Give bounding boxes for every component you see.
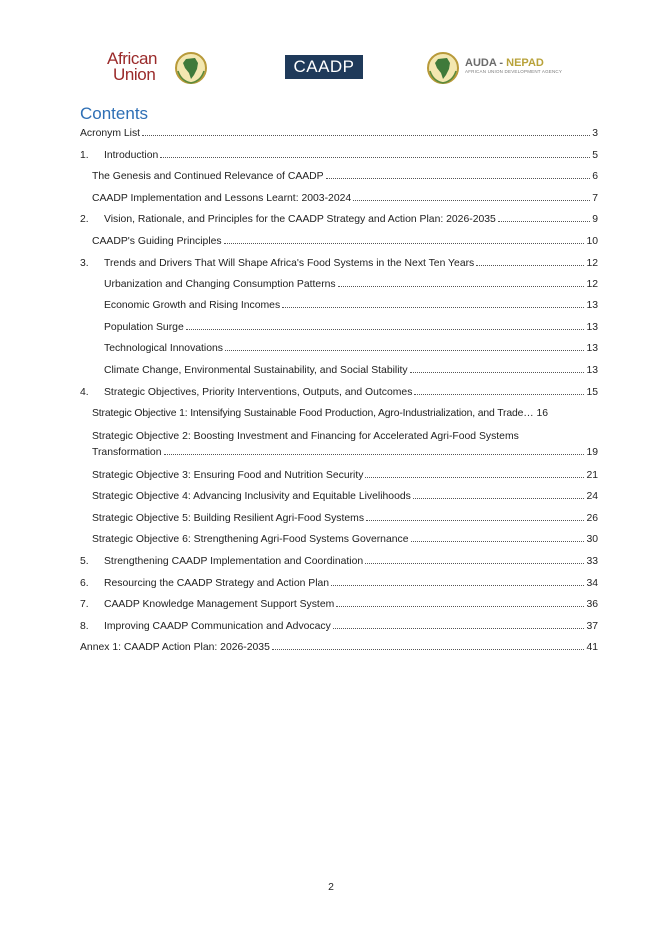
auda-text: AUDA - — [465, 57, 507, 69]
toc-entry-trends-drivers[interactable] — [80, 257, 598, 271]
toc-entry-title: Strategic Objective 5: Building Resilient Agri-Food Systems — [92, 513, 365, 524]
toc-entry-title: Urbanization and Changing Consumption Patterns — [104, 279, 336, 290]
toc-leader — [224, 243, 585, 244]
nepad-text: NEPAD — [506, 57, 544, 69]
toc-entry-objective-2[interactable] — [80, 430, 598, 460]
auda-subtitle: AFRICAN UNION DEVELOPMENT AGENCY — [465, 69, 563, 74]
toc-leader — [333, 628, 585, 629]
toc-entry-objective-6[interactable] — [80, 533, 598, 547]
toc-leader — [498, 221, 590, 222]
toc-leader — [338, 286, 585, 287]
toc-entry-annex-1[interactable] — [80, 641, 598, 655]
toc-leader — [272, 649, 585, 650]
toc-entry-title: Improving CAADP Communication and Advocacy — [104, 621, 331, 632]
toc-entry-title: CAADP's Guiding Principles — [92, 236, 222, 247]
toc-entry-implementation-lessons[interactable] — [80, 192, 598, 206]
toc-entry-economic-growth[interactable] — [80, 299, 598, 313]
toc-entry-page: 13 — [586, 365, 598, 376]
toc-leader — [414, 394, 584, 395]
toc-entry-page: 6 — [592, 171, 598, 182]
toc-entry-page: 36 — [586, 599, 598, 610]
toc-entry-number: 6. — [80, 578, 89, 589]
toc-entry-page: 12 — [586, 258, 598, 269]
toc-entry-knowledge-management[interactable] — [80, 598, 598, 612]
toc-entry-page: 41 — [586, 642, 598, 653]
toc-entry-page: 3 — [592, 128, 598, 139]
toc-entry-strategic-objectives[interactable] — [80, 386, 598, 400]
toc-entry-title: CAADP Implementation and Lessons Learnt: 2003-2024 — [92, 193, 352, 204]
toc-leader — [331, 585, 584, 586]
toc-entry-page: 34 — [586, 578, 598, 589]
contents-heading: Contents — [80, 104, 149, 123]
toc-entry-title: Population Surge — [104, 322, 184, 333]
toc-entry-page: 19 — [586, 447, 598, 458]
toc-entry-page: 7 — [592, 193, 598, 204]
toc-leader — [225, 350, 584, 351]
toc-entry-page: 26 — [586, 513, 598, 524]
toc-entry-genesis[interactable] — [80, 170, 598, 184]
toc-entry-number: 7. — [80, 599, 89, 610]
toc-entry-page: 33 — [586, 556, 598, 567]
toc-leader — [326, 178, 591, 179]
toc-entry-objective-4[interactable] — [80, 490, 598, 504]
toc-entry-vision[interactable] — [80, 213, 598, 227]
toc-leader — [365, 477, 584, 478]
toc-leader — [186, 329, 585, 330]
toc-entry-number: 3. — [80, 258, 89, 269]
toc-entry-title: Trends and Drivers That Will Shape Africa's Food Systems in the Next Ten Years — [104, 258, 475, 269]
toc-entry-title: CAADP Knowledge Management Support System — [104, 599, 335, 610]
toc-entry-objective-5[interactable] — [80, 512, 598, 526]
toc-leader — [142, 135, 590, 136]
toc-entry-title: Introduction — [104, 150, 159, 161]
toc-entry-title: Annex 1: CAADP Action Plan: 2026-2035 — [80, 642, 270, 653]
toc-leader — [164, 454, 585, 455]
toc-entry-page: 13 — [586, 343, 598, 354]
toc-leader — [282, 307, 584, 308]
toc-leader — [410, 372, 585, 373]
toc-entry-page: 5 — [592, 150, 598, 161]
toc-entry-page: 12 — [586, 279, 598, 290]
toc-entry-title: Resourcing the CAADP Strategy and Action Plan — [104, 578, 330, 589]
toc-entry-title: Acronym List — [80, 128, 141, 139]
toc-leader — [411, 541, 585, 542]
toc-entry-population-surge[interactable] — [80, 321, 598, 335]
toc-entry-page: 24 — [586, 491, 598, 502]
toc-entry-page: 16 — [536, 408, 549, 419]
toc-entry-title-line2: Transformation — [92, 447, 162, 458]
toc-leader — [160, 157, 590, 158]
au-line2: Union — [113, 65, 156, 84]
toc-entry-objective-1[interactable] — [80, 407, 598, 421]
toc-entry-page: 13 — [586, 300, 598, 311]
toc-entry-objective-3[interactable] — [80, 469, 598, 483]
toc-entry-title: Strengthening CAADP Implementation and Coordination — [104, 556, 364, 567]
toc-entry-number: 2. — [80, 214, 89, 225]
toc-leader — [476, 265, 584, 266]
toc-entry-title: Strategic Objective 6: Strengthening Agri-Food Systems Governance — [92, 534, 409, 545]
toc-entry-climate-change[interactable] — [80, 364, 598, 378]
toc-entry-title: Vision, Rationale, and Principles for the CAADP Strategy and Action Plan: 2026-2035 — [104, 214, 496, 225]
toc-entry-title-line1: Strategic Objective 2: Boosting Investment and Financing for Accelerated Agri-Food Systems — [92, 431, 519, 442]
toc-entry-number: 5. — [80, 556, 89, 567]
table-of-contents — [80, 0, 598, 936]
toc-leader — [365, 563, 584, 564]
toc-entry-urbanization[interactable] — [80, 278, 598, 292]
toc-leader — [336, 606, 584, 607]
toc-entry-page: 13 — [586, 322, 598, 333]
toc-entry-implementation-coordination[interactable] — [80, 555, 598, 569]
toc-leader — [366, 520, 584, 521]
toc-entry-guiding-principles[interactable] — [80, 235, 598, 249]
toc-entry-title: Strategic Objective 1: Intensifying Sustainable Food Production, Agro-Industrialization, and Trade… — [92, 408, 534, 419]
toc-entry-page: 37 — [586, 621, 598, 632]
toc-entry-title: Strategic Objective 4: Advancing Inclusivity and Equitable Livelihoods — [92, 491, 411, 502]
toc-entry-page: 9 — [592, 214, 598, 225]
toc-entry-page: 21 — [586, 470, 598, 481]
caadp-logo: CAADP — [285, 55, 363, 79]
toc-entry-title: Climate Change, Environmental Sustainability, and Social Stability — [104, 365, 408, 376]
toc-entry-acronym-list[interactable] — [80, 127, 598, 141]
toc-entry-page: 15 — [586, 387, 598, 398]
toc-leader — [413, 498, 585, 499]
toc-entry-resourcing[interactable] — [80, 577, 598, 591]
toc-entry-title: Economic Growth and Rising Incomes — [104, 300, 281, 311]
toc-entry-page: 10 — [586, 236, 598, 247]
toc-entry-technological-innovations[interactable] — [80, 342, 598, 356]
au-line1: African — [107, 49, 158, 68]
toc-entry-title: Strategic Objective 3: Ensuring Food and Nutrition Security — [92, 470, 364, 481]
toc-entry-number: 1. — [80, 150, 89, 161]
toc-entry-title: Technological Innovations — [104, 343, 223, 354]
toc-entry-page: 30 — [586, 534, 598, 545]
toc-entry-communication-advocacy[interactable] — [80, 620, 598, 634]
toc-entry-number: 8. — [80, 621, 89, 632]
toc-entry-introduction[interactable] — [80, 149, 598, 163]
toc-entry-title: The Genesis and Continued Relevance of CAADP — [92, 171, 324, 182]
page-number: 2 — [328, 882, 334, 893]
toc-leader — [353, 200, 590, 201]
toc-entry-title: Strategic Objectives, Priority Interventions, Outputs, and Outcomes — [104, 387, 413, 398]
toc-entry-number: 4. — [80, 387, 89, 398]
